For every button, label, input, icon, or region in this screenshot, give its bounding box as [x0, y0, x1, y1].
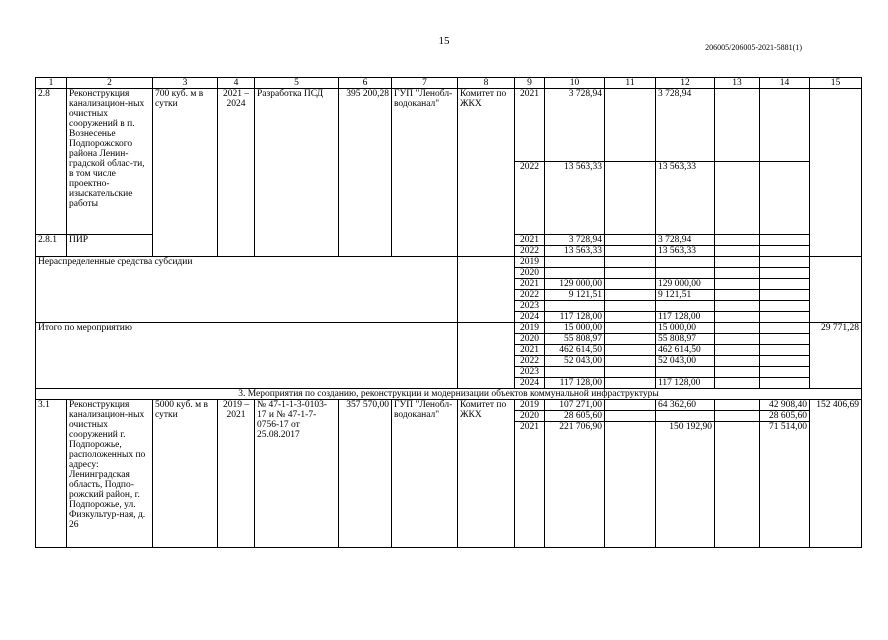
- value-cell: [715, 301, 760, 312]
- year-cell: 2022: [515, 246, 545, 257]
- column-header: 7: [392, 78, 458, 89]
- column-header: 15: [810, 78, 862, 89]
- value-cell: 55 808,97: [656, 334, 715, 345]
- year-cell: 2022: [515, 356, 545, 367]
- table-row: [36, 257, 862, 268]
- column-header: 1: [36, 78, 67, 89]
- value-cell: [760, 312, 810, 323]
- value-cell: [760, 290, 810, 301]
- budget-table: [35, 77, 862, 548]
- year-cell: 2019: [515, 323, 545, 334]
- value-cell: [760, 257, 810, 268]
- section-heading-row: [36, 389, 862, 400]
- value-cell: [605, 89, 656, 162]
- value-cell: 462 614,50: [656, 345, 715, 356]
- value-cell: 13 563,33: [545, 162, 605, 235]
- value-cell: [605, 334, 656, 345]
- value-cell: [605, 301, 656, 312]
- column-header: 9: [515, 78, 545, 89]
- value-cell: [715, 257, 760, 268]
- value-cell: [605, 246, 656, 257]
- customer: [458, 257, 515, 323]
- value-cell: [760, 279, 810, 290]
- year-cell: 2021: [515, 345, 545, 356]
- value-cell: [605, 257, 656, 268]
- value-cell: 29 771,28: [810, 323, 862, 389]
- customer: Комитет по ЖКХ: [458, 400, 515, 548]
- value-cell: 52 043,00: [545, 356, 605, 367]
- value-cell: 71 514,00: [760, 422, 810, 548]
- page-number: 15: [438, 35, 450, 47]
- value-cell: [715, 345, 760, 356]
- value-cell: [760, 89, 810, 162]
- value-cell: [605, 312, 656, 323]
- year-cell: 2021: [515, 235, 545, 246]
- value-cell: [656, 268, 715, 279]
- value-cell: [760, 268, 810, 279]
- executor: ГУП "Ленобл-водоканал": [392, 400, 458, 548]
- value-cell: [605, 411, 656, 422]
- value-cell: 52 043,00: [656, 356, 715, 367]
- value-cell: [760, 246, 810, 257]
- value-cell: [605, 323, 656, 334]
- value-cell: [545, 301, 605, 312]
- value-cell: 13 563,33: [545, 246, 605, 257]
- value-cell: [605, 279, 656, 290]
- value-cell: [656, 257, 715, 268]
- value-cell: [760, 334, 810, 345]
- value-cell: [715, 89, 760, 162]
- year-cell: 2024: [515, 378, 545, 389]
- table-row: [36, 89, 862, 162]
- column-header: 13: [715, 78, 760, 89]
- period: 2021 – 2024: [218, 89, 255, 257]
- unallocated-label: Нераспределенные средства субсидии: [36, 257, 458, 323]
- value-cell: [715, 356, 760, 367]
- value-cell: 28 605,60: [760, 411, 810, 422]
- value-cell: 9 121,51: [545, 290, 605, 301]
- year-cell: 2021: [515, 279, 545, 290]
- column-header: 14: [760, 78, 810, 89]
- row-number: 2.8: [36, 89, 67, 235]
- year-cell: 2019: [515, 400, 545, 411]
- year-cell: 2022: [515, 162, 545, 235]
- value-cell: [605, 400, 656, 411]
- table-row: [36, 400, 862, 411]
- value-cell: [605, 367, 656, 378]
- capacity: 700 куб. м в сутки: [153, 89, 218, 257]
- row-number: 2.8.1: [36, 235, 67, 257]
- total-label: Итого по мероприятию: [36, 323, 458, 389]
- document-id: 206005/206005-2021-5881(1): [705, 43, 802, 52]
- row-number: 3.1: [36, 400, 67, 548]
- value-cell: [605, 162, 656, 235]
- cost: 357 570,00: [339, 400, 392, 548]
- value-cell: 3 728,94: [656, 89, 715, 162]
- year-cell: 2020: [515, 268, 545, 279]
- value-cell: [656, 301, 715, 312]
- column-header: 10: [545, 78, 605, 89]
- column-header: 12: [656, 78, 715, 89]
- value-cell: 221 706,90: [545, 422, 605, 548]
- value-cell: 15 000,00: [656, 323, 715, 334]
- value-cell: 13 563,33: [656, 246, 715, 257]
- value-cell: [656, 367, 715, 378]
- value-cell: [605, 378, 656, 389]
- value-cell: 129 000,00: [545, 279, 605, 290]
- object-name: Реконструкция канализацион-ных очистных сооружений в п. Вознесенье Подпорожского района Ленин-градской облас-ти, в том числе проектно-изыскательские работы: [67, 89, 153, 235]
- value-cell: [605, 235, 656, 246]
- value-cell: 9 121,51: [656, 290, 715, 301]
- value-cell: [715, 411, 760, 422]
- value-cell: [715, 279, 760, 290]
- value-cell: [715, 162, 760, 235]
- value-cell: [605, 290, 656, 301]
- value-cell: [545, 268, 605, 279]
- value-cell: [715, 235, 760, 246]
- cost: 395 200,28: [339, 89, 392, 257]
- value-cell: [715, 422, 760, 548]
- value-cell: [760, 235, 810, 246]
- value-cell: 117 128,00: [545, 378, 605, 389]
- value-cell: 462 614,50: [545, 345, 605, 356]
- column-header: 4: [218, 78, 255, 89]
- year-cell: 2023: [515, 367, 545, 378]
- value-cell: 152 406,69: [810, 400, 862, 548]
- column-header: 8: [458, 78, 515, 89]
- value-cell: 117 128,00: [656, 312, 715, 323]
- value-cell: [715, 378, 760, 389]
- value-cell: [715, 323, 760, 334]
- value-cell: 3 728,94: [545, 235, 605, 246]
- period: 2019 – 2021: [218, 400, 255, 548]
- capacity: 5000 куб. м в сутки: [153, 400, 218, 548]
- value-cell: [545, 257, 605, 268]
- value-cell: [760, 356, 810, 367]
- value-cell: [715, 367, 760, 378]
- value-cell: [656, 411, 715, 422]
- value-cell: [810, 257, 862, 323]
- object-name: ПИР: [67, 235, 153, 257]
- column-header: 11: [605, 78, 656, 89]
- year-cell: 2021: [515, 89, 545, 162]
- year-cell: 2021: [515, 422, 545, 548]
- value-cell: 15 000,00: [545, 323, 605, 334]
- year-cell: 2020: [515, 411, 545, 422]
- value-cell: [545, 367, 605, 378]
- value-cell: 42 908,40: [760, 400, 810, 411]
- column-number-row: [36, 78, 862, 89]
- value-cell: 117 128,00: [545, 312, 605, 323]
- value-cell: 3 728,94: [545, 89, 605, 162]
- document: № 47-1-1-3-0103-17 и № 47-1-7-0756-17 от 25.08.2017: [255, 400, 339, 548]
- value-cell: [605, 345, 656, 356]
- value-cell: 28 605,60: [545, 411, 605, 422]
- value-cell: [715, 312, 760, 323]
- value-cell: [715, 268, 760, 279]
- section-heading: 3. Мероприятия по созданию, реконструкции и модернизации объектов коммунальной инфраструктуры: [36, 389, 862, 400]
- value-cell: [605, 268, 656, 279]
- year-cell: 2019: [515, 257, 545, 268]
- executor: ГУП "Ленобл-водоканал": [392, 89, 458, 257]
- value-cell: 13 563,33: [656, 162, 715, 235]
- value-cell: 64 362,60: [656, 400, 715, 411]
- value-cell: [715, 290, 760, 301]
- value-cell: 117 128,00: [656, 378, 715, 389]
- value-cell: [715, 400, 760, 411]
- value-cell: 55 808,97: [545, 334, 605, 345]
- year-cell: 2023: [515, 301, 545, 312]
- column-header: 6: [339, 78, 392, 89]
- customer: [458, 323, 515, 389]
- value-cell: 3 728,94: [656, 235, 715, 246]
- value-cell: 107 271,00: [545, 400, 605, 411]
- value-cell: [715, 246, 760, 257]
- value-cell: [810, 89, 862, 257]
- document: Разработка ПСД: [255, 89, 339, 257]
- value-cell: [760, 378, 810, 389]
- table-row: [36, 323, 862, 334]
- column-header: 3: [153, 78, 218, 89]
- value-cell: 129 000,00: [656, 279, 715, 290]
- object-name: Реконструкция канализацион-ных очистных сооружений г. Подпорожье, расположенных по адресу: Ленинградская область, Подпо-рожский район, г. Подпорожье, ул. Физкультур-ная, д. 26: [67, 400, 153, 548]
- value-cell: [605, 356, 656, 367]
- value-cell: [715, 334, 760, 345]
- value-cell: [760, 345, 810, 356]
- value-cell: [760, 323, 810, 334]
- year-cell: 2024: [515, 312, 545, 323]
- value-cell: 150 192,90: [656, 422, 715, 548]
- year-cell: 2020: [515, 334, 545, 345]
- value-cell: [605, 422, 656, 548]
- value-cell: [760, 367, 810, 378]
- year-cell: 2022: [515, 290, 545, 301]
- value-cell: [760, 162, 810, 235]
- column-header: 5: [255, 78, 339, 89]
- value-cell: [760, 301, 810, 312]
- customer: Комитет по ЖКХ: [458, 89, 515, 257]
- column-header: 2: [67, 78, 153, 89]
